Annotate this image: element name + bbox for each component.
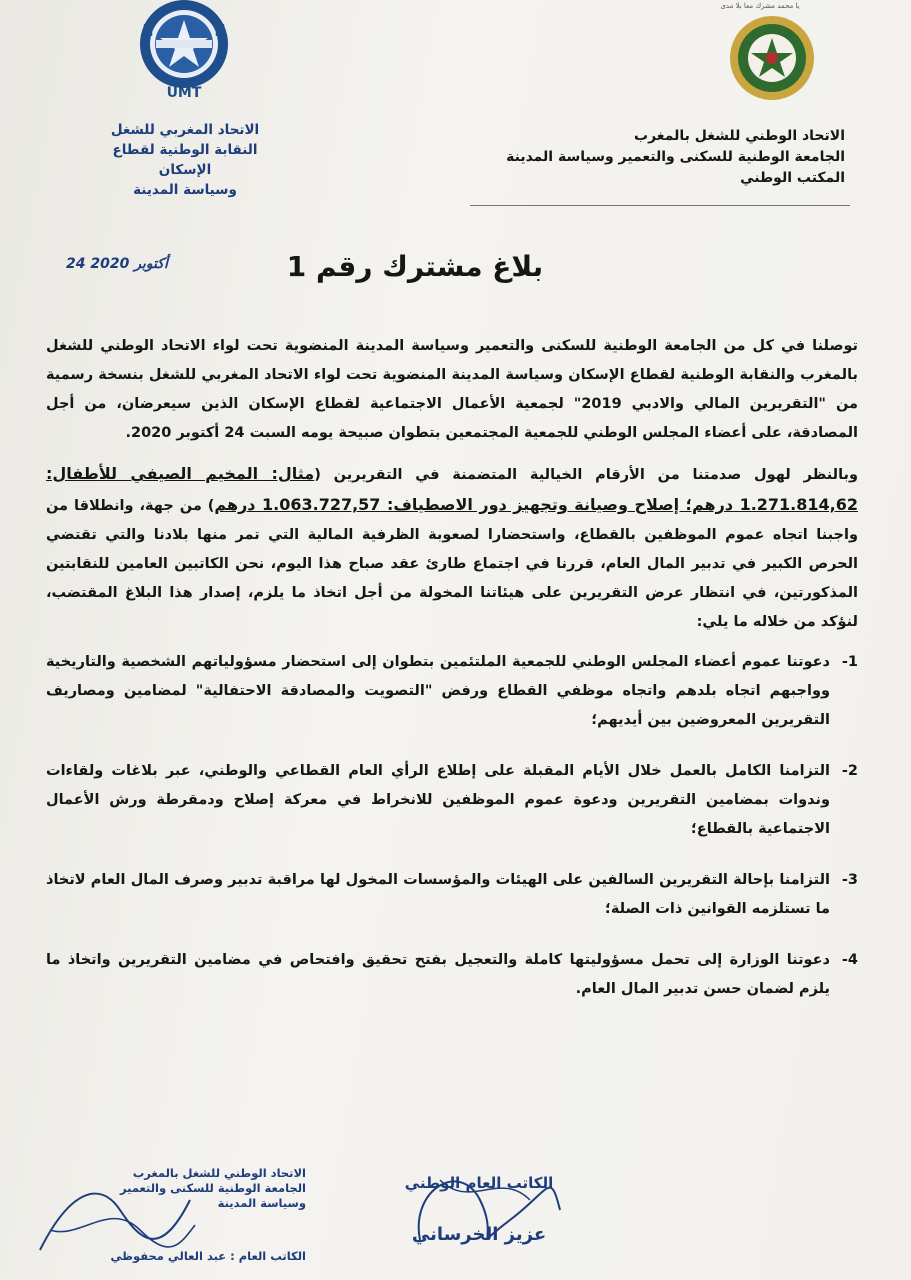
left-signature-block: [86, 1166, 306, 1264]
item-text: دعوتنا الوزارة إلى تحمل مسؤوليتها كاملة والتعجيل بفتح تحقيق وافتحاص في مضامين التقريرين واتخاذ ما يلزم لضمان حسن تدبير المال العام.: [46, 952, 830, 997]
list-item: [46, 866, 858, 924]
left-sig-line1: الاتحاد الوطني للشغل بالمغرب: [132, 1166, 306, 1180]
federation-logo: [718, 8, 826, 104]
right-sig-title: الكاتب العام الوطني: [404, 1174, 554, 1192]
list-item: [46, 946, 858, 1004]
left-org-line1: الاتحاد المغربي للشغل: [110, 122, 260, 138]
umt-logo-text: UMT: [166, 85, 202, 100]
paragraph-intro: توصلنا في كل من الجامعة الوطنية للسكنى والتعمير وسياسة المدينة المنضوية تحت لواء الاتحاد الوطني للشغل بالمغرب والنقابة الوطنية لقطاع الإسكان وسياسة المدينة المنضوية تحت لواء الاتحاد المغربي للشغل بنسخة رسمية من "التقريرين المالي والادبي 2019" لجمعية الأعمال الاجتماعية لقطاع الإسكان الذين سيعرضان، من أجل المصادقة، على أعضاء المجلس الوطني للجمعية المجتمعين بتطوان صبيحة يومه السبت 24 أكتوبر 2020.: [46, 338, 858, 441]
item-text: التزامنا بإحالة التقريرين السالفين على الهيئات والمؤسسات المخول لها مراقبة تدبير وصرف المال العام لاتخاذ ما تستلزمه القوانين ذات الصلة؛: [46, 872, 830, 917]
item-text: دعوتنا عموم أعضاء المجلس الوطني للجمعية الملتئمين بتطوان إلى استحضار مسؤولياتهم الشخصية والتاريخية وواجبهم اتجاه بلدهم واتجاه موظفي القطاع ورفض "التصويت والمصادقة الاحتفالية" لمضامين ومصاريف التقريرين المعروضين بين أيديهم؛: [46, 654, 830, 728]
right-signature-block: [398, 1172, 560, 1246]
item-number: 1-: [841, 654, 858, 670]
left-org-line2: النقابة الوطنية لقطاع الإسكان: [112, 142, 258, 178]
left-sig-line2: الجامعة الوطنية للسكنى والتعمير: [119, 1181, 306, 1195]
right-org-line3: المكتب الوطني: [740, 170, 845, 186]
left-org-line3: وسياسة المدينة: [133, 182, 237, 198]
right-org-line2: الجامعة الوطنية للسكنى والتعمير وسياسة المدينة: [506, 149, 845, 165]
right-org-line1: الاتحاد الوطني للشغل بالمغرب: [634, 128, 845, 144]
header-tagline: يا محمد مشرك معا بلا مدى: [720, 2, 800, 10]
item-number: 3-: [841, 872, 858, 888]
left-organization-header: [90, 120, 280, 200]
right-organization-header: [485, 126, 845, 189]
list-item: [46, 648, 858, 735]
paragraph-context-start: وبالنظر لهول صدمتنا من الأرقام الخيالية المتضمنة في التقريرين (: [314, 467, 858, 483]
list-item: [46, 757, 858, 844]
document-title: بلاغ مشترك رقم 1: [286, 250, 544, 283]
paragraph-context: [46, 459, 858, 637]
handwritten-date: 24 أكتوبر 2020: [66, 256, 168, 272]
header-divider: [470, 205, 850, 206]
left-sig-line3: وسياسة المدينة: [217, 1196, 306, 1210]
item-number: 2-: [841, 763, 858, 779]
item-text: التزامنا الكامل بالعمل خلال الأيام المقبلة على إطلاع الرأي العام القطاعي والوطني، عبر بلاغات ولقاءات وندوات بمضامين التقريرين ودعوة عموم الموظفين للانخراط في معركة إصلاح ودمقرطة ورش الأعمال الاجتماعية بالقطاع؛: [46, 763, 830, 837]
item-number: 4-: [841, 952, 858, 968]
right-sig-name: عزيز الخرساني: [411, 1224, 547, 1245]
example-figures: مثال: المخيم الصيفي للأطفال: 1.271.814,62 درهم؛ إصلاح وصيانة وتجهيز دور الاصطياف: 1.063.727,57 درهم: [46, 464, 858, 514]
document-body: [46, 332, 858, 1026]
umt-logo: [120, 0, 248, 100]
left-sig-title: الكاتب العام : عبد العالي محفوظي: [110, 1249, 306, 1263]
paragraph-context-end: ) من جهة، وانطلاقا من واجبنا اتجاه عموم الموظفين بالقطاع، واستحضارا لصعوبة الظرفية المالية التي تمر منها بلادنا والتي تقتضي الحرص الكبير في تدبير المال العام، قررنا في اجتماع طارئ عقد صباح هذا اليوم، نحن الكاتبين العامين للنقابتين المذكورتين، في انتظار عرض التقريرين على هيئاتنا المخولة من أجل اتخاذ ما يلزم، إصدار هذا البلاغ المقتضب، لنؤكد من خلاله ما يلي:: [46, 498, 858, 630]
